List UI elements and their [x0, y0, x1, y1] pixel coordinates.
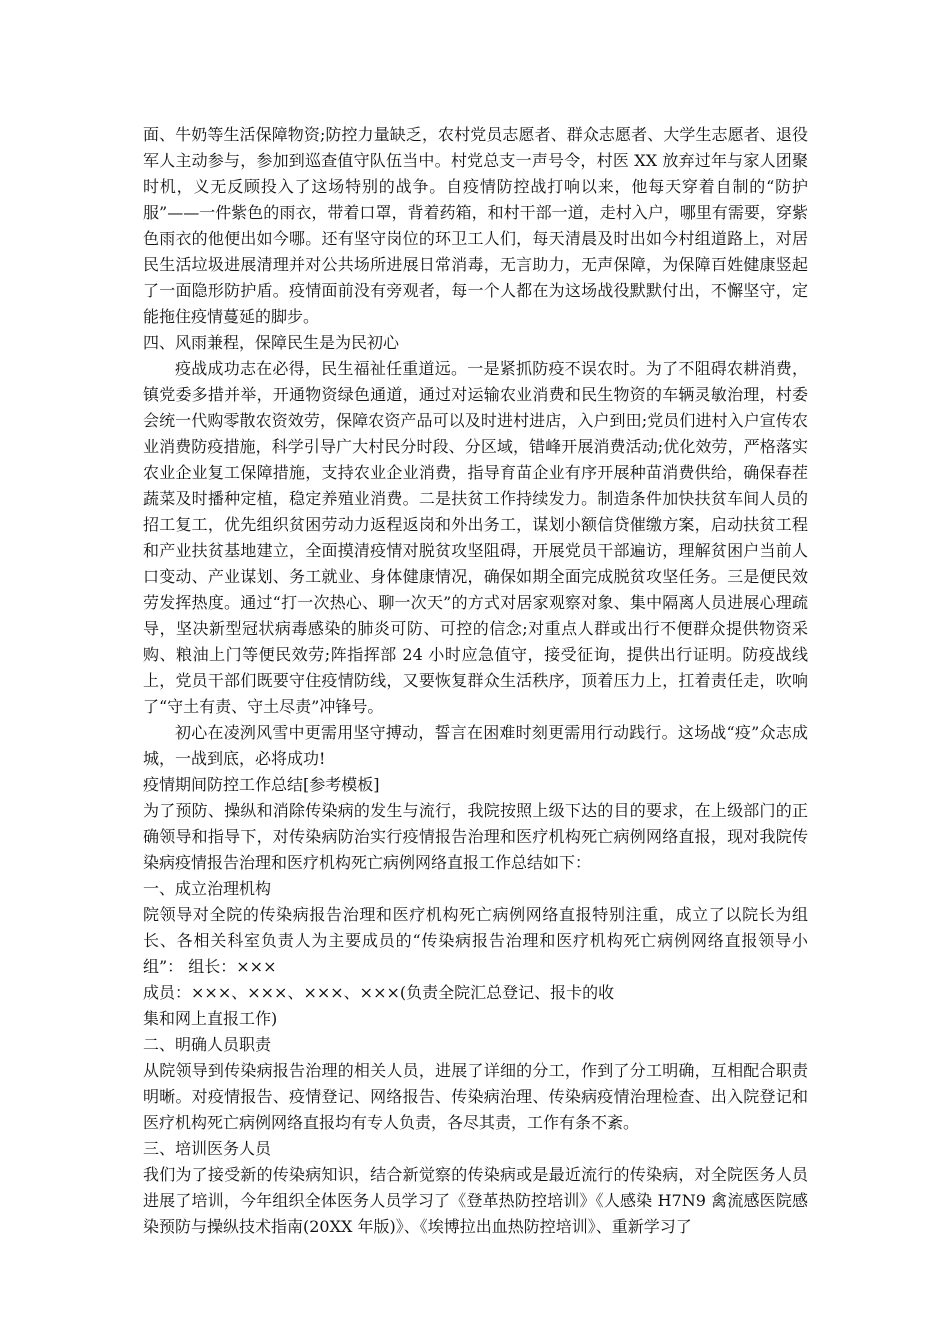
- document-page: [143, 122, 808, 1240]
- paragraph-conclusion: 初心在凌洌风雪中更需用坚守搏动，誓言在困难时刻更需用行动践行。这场战“疫”众志成城，一战到底，必将成功!: [143, 723, 808, 768]
- members-line-continued: 集和网上直报工作): [143, 1009, 278, 1028]
- document-title-summary: 疫情期间防控工作总结[参考模板]: [143, 775, 380, 794]
- heading-section-two: 二、明确人员职责: [143, 1035, 272, 1054]
- heading-section-one: 一、成立治理机构: [143, 879, 272, 898]
- paragraph-introduction: 为了预防、操纵和消除传染病的发生与流行，我院按照上级下达的目的要求，在上级部门的正确领导和指导下，对传染病防治实行疫情报告治理和医疗机构死亡病例网络直报，现对我院传染病疫情报告治理和医疗机构死亡病例网络直报工作总结如下：: [143, 801, 808, 872]
- heading-section-four: 四、风雨兼程，保障民生是为民初心: [143, 333, 400, 352]
- members-line: 成员：×××、×××、×××、×××(负责全院汇总登记、报卡的收: [143, 983, 615, 1002]
- paragraph-leadership-group: 院领导对全院的传染病报告治理和医疗机构死亡病例网络直报特别注重，成立了以院长为组长、各相关科室负责人为主要成员的“传染病报告治理和医疗机构死亡病例网络直报领导小组”： 组长：×××: [143, 905, 808, 976]
- paragraph-volunteers: 面、牛奶等生活保障物资;防控力量缺乏，农村党员志愿者、群众志愿者、大学生志愿者、退役军人主动参与，参加到巡查值守队伍当中。村党总支一声号令，村医 XX 放弃过年与家人团聚时机，义无反顾投入了这场特别的战争。自疫情防控战打响以来，他每天穿着自制的“防护服”——一件紫色的雨衣，带着口罩，背着药箱，和村干部一道，走村入户，哪里有需要，穿紫色雨衣的他便出如今哪。还有坚守岗位的环卫工人们，每天清晨及时出如今村组道路上，对居民生活垃圾进展清理并对公共场所进展日常消毒，无言助力，无声保障，为保障百姓健康竖起了一面隐形防护盾。疫情面前没有旁观者，每一个人都在为这场战役默默付出，不懈坚守，定能拖住疫情蔓延的脚步。: [143, 125, 808, 326]
- paragraph-livelihood: 疫战成功志在必得，民生福祉任重道远。一是紧抓防疫不误农时。为了不阻碍农耕消费，镇党委多措并举，开通物资绿色通道，通过对运输农业消费和民生物资的车辆灵敏治理，村委会统一代购零散农资效劳，保障农资产品可以及时进村进店，入户到田;党员们进村入户宣传农业消费防疫措施，科学引导广大村民分时段、分区域，错峰开展消费活动;优化效劳，严格落实农业企业复工保障措施，支持农业企业消费，指导育苗企业有序开展种苗消费供给，确保春茬蔬菜及时播种定植，稳定养殖业消费。二是扶贫工作持续发力。制造条件加快扶贫车间人员的招工复工，优先组织贫困劳动力返程返岗和外出务工，谋划小额信贷催缴方案，启动扶贫工程和产业扶贫基地建立，全面摸清疫情对脱贫攻坚阻碍，开展党员干部遍访，理解贫困户当前人口变动、产业谋划、务工就业、身体健康情况，确保如期全面完成脱贫攻坚任务。三是便民效劳发挥热度。通过“打一次热心、聊一次天”的方式对居家观察对象、集中隔离人员进展心理疏导，坚决新型冠状病毒感染的肺炎可防、可控的信念;对重点人群或出行不便群众提供物资采购、粮油上门等便民效劳;阵指挥部 24 小时应急值守，接受征询，提供出行证明。防疫战线上，党员干部们既要守住疫情防线，又要恢复群众生活秩序，顶着压力上，扛着责任走，吹响了“守土有责、守土尽责”冲锋号。: [143, 359, 808, 716]
- paragraph-training: 我们为了接受新的传染病知识，结合新觉察的传染病或是最近流行的传染病，对全院医务人员进展了培训，今年组织全体医务人员学习了《登革热防控培训》《人感染 H7N9 禽流感医院感染预防与操纵技术指南(20XX 年版)》、《埃博拉出血热防控培训》、重新学习了: [143, 1165, 808, 1236]
- heading-section-three: 三、培训医务人员: [143, 1139, 272, 1158]
- paragraph-responsibilities: 从院领导到传染病报告治理的相关人员，进展了详细的分工，作到了分工明确，互相配合职责明晰。对疫情报告、疫情登记、网络报告、传染病治理、传染病疫情治理检查、出入院登记和医疗机构死亡病例网络直报均有专人负责，各尽其责，工作有条不紊。: [143, 1061, 808, 1132]
